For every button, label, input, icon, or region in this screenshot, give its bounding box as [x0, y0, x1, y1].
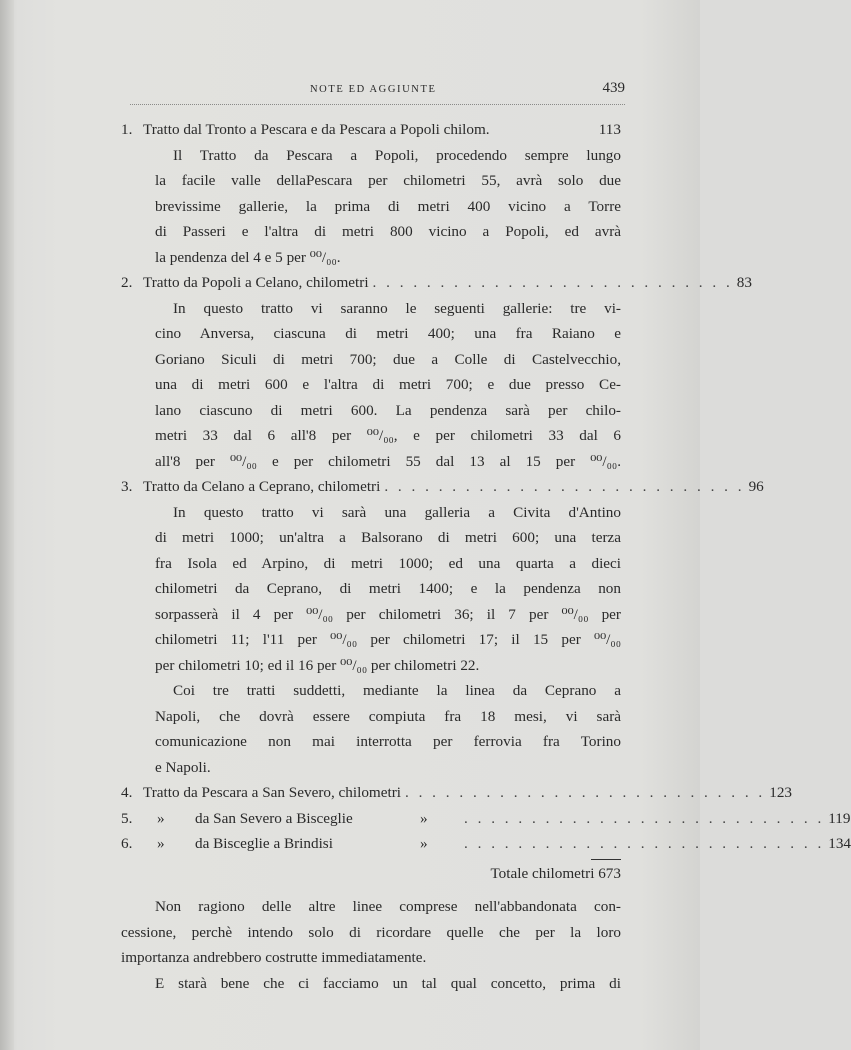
- text-line: lano ciascuno di metri 600. La pendenza sarà per chilo-: [155, 401, 621, 419]
- item-description: [121, 143, 621, 271]
- list-item-heading: [121, 780, 792, 806]
- text-line: In questo tratto vi saranno le seguenti gallerie: tre vi-: [173, 299, 621, 317]
- text-line: chilometri da Ceprano, di metri 1400; e la pendenza non: [155, 580, 621, 597]
- text-line: sorpasserà il 4 per ⁰⁰/₀₀ per chilometri 36; il 7 per ⁰⁰/₀₀ per: [155, 605, 621, 623]
- item-value: 96: [748, 478, 764, 495]
- text-line: In questo tratto vi sarà una galleria a Civita d'Antino: [173, 503, 621, 521]
- page-gutter-shadow: [0, 0, 14, 1050]
- text-line: di Passeri e l'altra di metri 800 vicino a Popoli, ed avrà: [155, 223, 621, 240]
- item-label: Tratto da Celano a Ceprano, chilometri: [143, 478, 381, 495]
- total-row: [121, 861, 621, 887]
- running-title: NOTE ED AGGIUNTE: [310, 84, 437, 95]
- list-item-heading: [121, 806, 851, 832]
- item-number: 4.: [121, 784, 133, 801]
- item-label: Tratto dal Tronto a Pescara e da Pescara a Popoli chilom.: [143, 121, 490, 138]
- leader-dots: . . . . . . . . . . . . . . . . . . . . . . . . . . .: [464, 835, 825, 852]
- list-item-heading: [121, 831, 851, 857]
- text-line: per chilometri 10; ed il 16 per ⁰⁰/₀₀ per chilometri 22.: [155, 656, 480, 674]
- item-label: Tratto da Pescara a San Severo, chilometri: [143, 784, 401, 801]
- list-item-heading: [121, 474, 764, 500]
- text-line: cessione, perchè intendo solo di ricordare quelle che per la loro: [121, 923, 621, 941]
- total-text: Totale chilometri 673: [490, 864, 621, 882]
- spacer: [121, 886, 621, 894]
- item-label: da San Severo a Bisceglie: [195, 809, 353, 827]
- item-value: 119: [828, 809, 851, 827]
- closing-text: [121, 894, 621, 996]
- paragraph: [121, 971, 621, 997]
- item-number: 3.: [121, 478, 133, 495]
- page-number: 439: [602, 80, 625, 96]
- text-line: brevissime gallerie, la prima di metri 400 vicino a Torre: [155, 197, 621, 215]
- text-line: metri 33 dal 6 all'8 per ⁰⁰/₀₀, e per chilometri 33 dal 6: [155, 427, 621, 444]
- list-item-heading: [121, 117, 621, 143]
- text-line: Non ragiono delle altre linee comprese nell'abbandonata con-: [155, 898, 621, 915]
- text-line: Goriano Siculi di metri 700; due a Colle di Castelvecchio,: [155, 350, 621, 368]
- item-number: 6.: [121, 835, 133, 852]
- text-line: fra Isola ed Arpino, di metri 1000; ed una quarta a dieci: [155, 554, 621, 572]
- item-label: da Bisceglie a Brindisi: [195, 835, 333, 852]
- ditto-mark: »: [420, 809, 428, 827]
- ditto-mark: »: [157, 835, 165, 852]
- item-value: 134: [828, 835, 851, 852]
- text-line: la facile valle dellaPescara per chilometri 55, avrà solo due: [155, 172, 621, 189]
- item-number: 1.: [121, 121, 133, 138]
- item-value: 123: [769, 784, 792, 801]
- leader-dots: . . . . . . . . . . . . . . . . . . . . . . . . . . .: [384, 478, 745, 495]
- running-head: [130, 82, 625, 102]
- text-line: Napoli, che dovrà essere compiuta fra 18 mesi, vi sarà: [155, 707, 621, 725]
- item-number: 2.: [121, 274, 133, 291]
- paragraph: [121, 894, 621, 971]
- text-line: Il Tratto da Pescara a Popoli, procedendo sempre lungo: [173, 146, 621, 164]
- leader-dots: . . . . . . . . . . . . . . . . . . . . . . . . . . .: [404, 784, 766, 801]
- page-text: [121, 117, 851, 996]
- item-value: 113: [598, 121, 621, 138]
- ditto-mark: »: [157, 809, 165, 827]
- text-line: E starà bene che ci facciamo un tal qual concetto, prima di: [155, 974, 621, 992]
- list-item-heading: [121, 270, 752, 296]
- item-value: 83: [736, 274, 752, 291]
- text-line: all'8 per ⁰⁰/₀₀ e per chilometri 55 dal 13 al 15 per ⁰⁰/₀₀.: [155, 452, 621, 470]
- header-rule: [130, 104, 625, 105]
- item-label: Tratto da Popoli a Celano, chilometri: [143, 274, 369, 291]
- text-line: la pendenza del 4 e 5 per ⁰⁰/₀₀.: [155, 248, 341, 266]
- leader-dots: . . . . . . . . . . . . . . . . . . . . . . . . . . .: [372, 274, 733, 291]
- item-description: [121, 500, 621, 781]
- item-description: [121, 296, 621, 475]
- ditto-mark: »: [420, 835, 428, 852]
- text-line: cino Anversa, ciascuna di metri 400; una fra Raiano e: [155, 325, 621, 342]
- leader-dots: . . . . . . . . . . . . . . . . . . . . . . . . . . .: [464, 809, 825, 827]
- text-line: comunicazione non mai interrotta per ferrovia fra Torino: [155, 733, 621, 750]
- text-line: di metri 1000; un'altra a Balsorano di metri 600; una terza: [155, 529, 621, 546]
- text-line: importanza andrebbero costrutte immediatamente.: [121, 949, 427, 966]
- text-line: una di metri 600 e l'altra di metri 700; e due presso Ce-: [155, 376, 621, 393]
- text-line: Coi tre tratti suddetti, mediante la linea da Ceprano a: [173, 682, 621, 699]
- total-rule: [591, 859, 621, 860]
- item-number: 5.: [121, 809, 133, 827]
- text-line: e Napoli.: [155, 758, 211, 776]
- text-line: chilometri 11; l'11 per ⁰⁰/₀₀ per chilometri 17; il 15 per ⁰⁰/₀₀: [155, 631, 621, 648]
